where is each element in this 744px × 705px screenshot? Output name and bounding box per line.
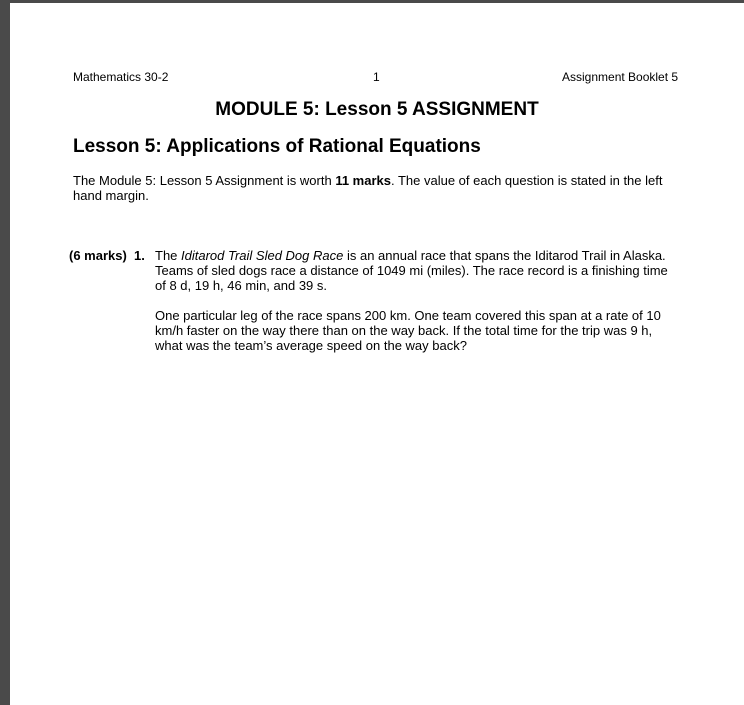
question-paragraph-1 [155,248,675,293]
intro-text-end: . The value of each question is stated in the left hand margin. [73,173,663,203]
header-booklet: Assignment Booklet 5 [562,70,679,84]
lesson-subtitle: Lesson 5: Applications of Rational Equations [73,136,481,157]
question-marks: (6 marks) [69,248,127,263]
page-title: MODULE 5: Lesson 5 ASSIGNMENT [215,99,539,120]
intro-paragraph [73,173,673,203]
question-text-rest: is an annual race that spans the Iditarod Trail in Alaska. Teams of sled dogs race a distance of 1049 mi (miles). The race record is a finishing time of 8 d, 19 h, 46 min, and 39 s. [155,248,668,293]
intro-text-start: The Module 5: Lesson 5 Assignment is worth [73,173,336,188]
question-text-start: The [155,248,182,263]
header-course: Mathematics 30-2 [73,70,169,84]
document-page [10,3,744,705]
question-number: 1. [134,248,145,263]
question-paragraph-2: One particular leg of the race spans 200 km. One team covered this span at a rate of 10 km/h faster on the way there than on the way back. If the total time for the trip was 9 h, what was the team’s average speed on the way back? [155,308,661,353]
race-name: Iditarod Trail Sled Dog Race [181,248,344,263]
header-page-number: 1 [373,70,380,84]
intro-marks-total: 11 marks [335,173,391,188]
